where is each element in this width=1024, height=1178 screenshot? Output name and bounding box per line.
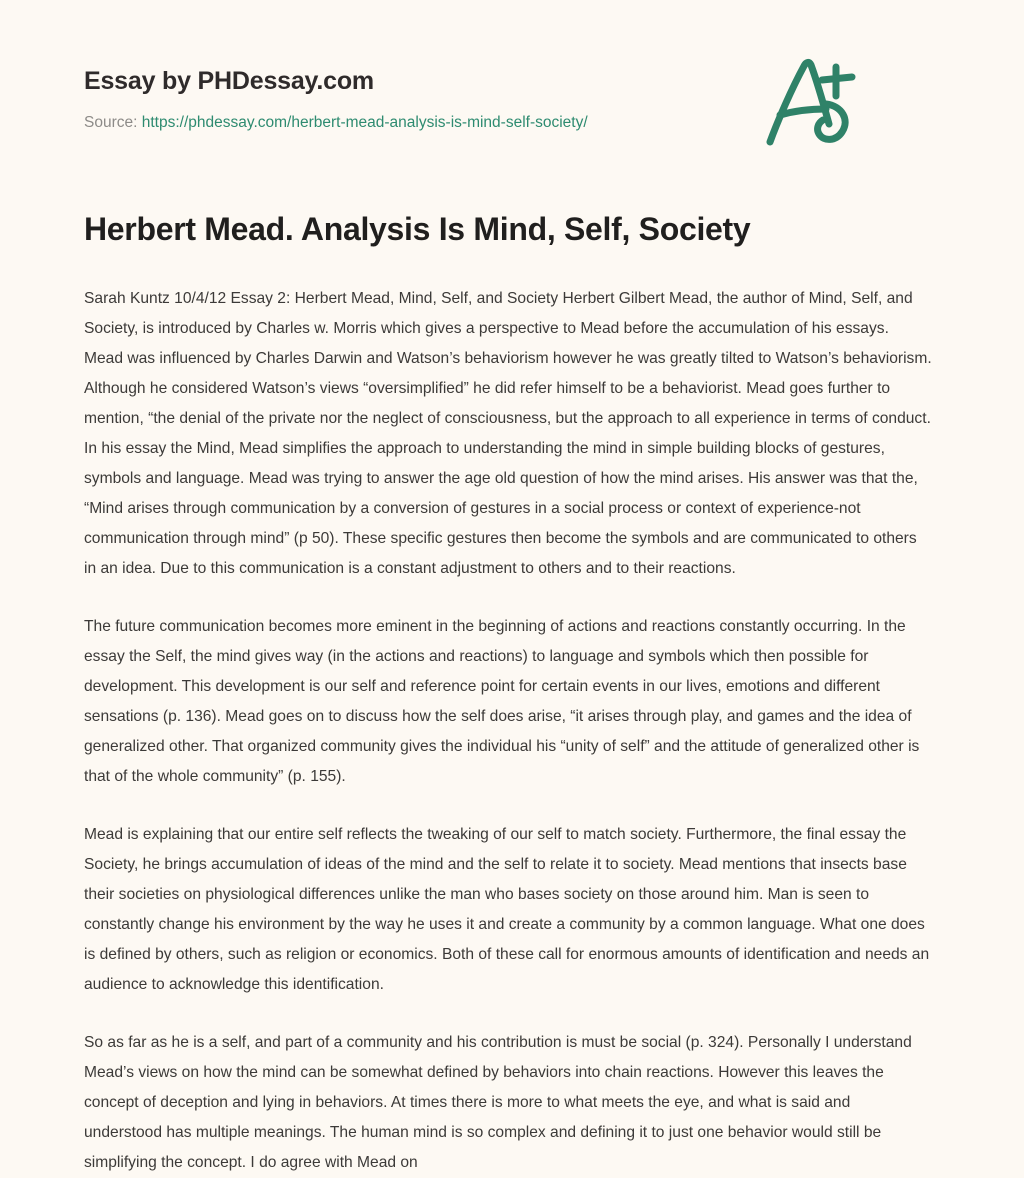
paragraph: Sarah Kuntz 10/4/12 Essay 2: Herbert Mead, Mind, Self, and Society Herbert Gilbert Mead, the author of Mind, Self, and Society, is introduced by Charles w. Morris which gives a perspective to Mead before the accumulation of his essays. Mead was influenced by Charles Darwin and Watson’s behaviorism however he was greatly tilted to Watson’s behaviorism. Although he considered Watson’s views “oversimplified” he did refer himself to be a behaviorist. Mead goes further to mention, “the denial of the private nor the neglect of consciousness, but the approach to all experience in terms of conduct. In his essay the Mind, Mead simplifies the approach to understanding the mind in simple building blocks of gestures, symbols and language. Mead was trying to answer the age old question of how the mind arises. His answer was that the, “Mind arises through communication by a conversion of gestures in a social process or context of experience-not communication through mind” (p 50). These specific gestures then become the symbols and are communicated to others in an idea. Due to this communication is a constant adjustment to others and to their reactions.	[84, 290, 932, 578]
aplus-logo-icon	[756, 44, 866, 154]
source-label: Source:	[84, 114, 138, 131]
paragraph: So as far as he is a self, and part of a community and his contribution is must be social (p. 324). Personally I understand Mead’s views on how the mind can be somewhat defined by behaviors into chain reactions. However this leaves the concept of deception and lying in behaviors. At times there is more to what meets the eye, and what is said and understood has multiple meanings. The human mind is so complex and defining it to just one behavior would still be simplifying the concept. I do agree with Mead on	[84, 1034, 912, 1172]
paragraph: The future communication becomes more eminent in the beginning of actions and reactions constantly occurring. In the essay the Self, the mind gives way (in the actions and reactions) to language and symbols which then possible for development. This development is our self and reference point for certain events in our lives, emotions and different sensations (p. 136). Mead goes on to discuss how the self does arise, “it arises through play, and games and the idea of generalized other. That organized community gives the individual his “unity of self” and the attitude of generalized other is that of the whole community” (p. 155).	[84, 618, 920, 786]
source-url-link[interactable]: https://phdessay.com/herbert-mead-analysis-is-mind-self-society/	[141, 114, 588, 131]
paragraph: Mead is explaining that our entire self reflects the tweaking of our self to match society. Furthermore, the final essay the Society, he brings accumulation of ideas of the mind and the self to relate it to society. Mead mentions that insects base their societies on physiological differences unlike the man who bases society on those around him. Man is seen to constantly change his environment by the way he uses it and create a community by a common language. What one does is defined by others, such as religion or economics. Both of these call for enormous amounts of identification and needs an audience to acknowledge this identification.	[84, 826, 930, 994]
essay-body	[84, 249, 932, 1178]
brand-title: Essay by PHDessay.com	[84, 67, 374, 95]
page-title: Herbert Mead. Analysis Is Mind, Self, Society	[84, 211, 751, 248]
page-header	[84, 0, 940, 133]
